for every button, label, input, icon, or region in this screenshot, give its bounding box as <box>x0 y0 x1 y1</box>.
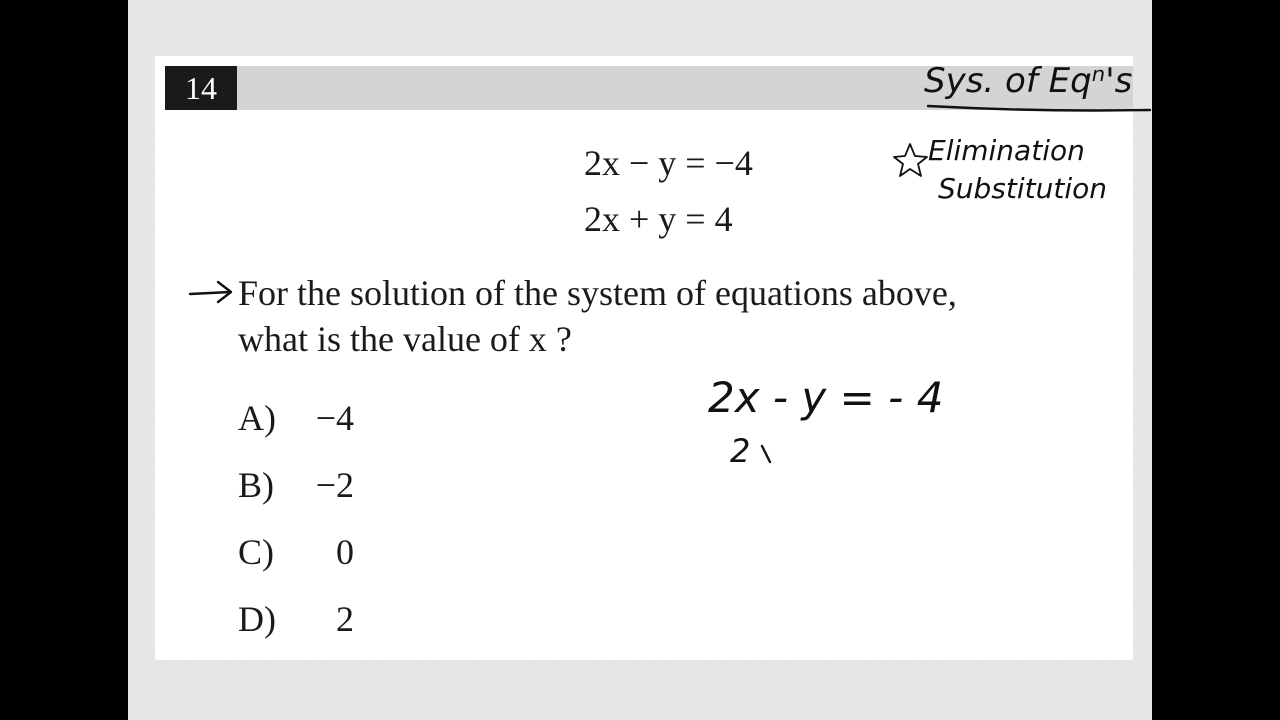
question-number: 14 <box>165 66 237 110</box>
choice-b-letter: B) <box>238 465 274 505</box>
choice-a-letter: A) <box>238 398 276 438</box>
choice-b-value: −2 <box>315 465 354 505</box>
equation-1: 2x − y = −4 <box>584 143 753 183</box>
annotation-method-substitution: Substitution <box>938 172 1107 205</box>
question-prompt-line-1: For the solution of the system of equations above, <box>238 273 957 313</box>
choice-c-value: 0 <box>336 532 354 572</box>
choice-c[interactable] <box>238 531 354 573</box>
annotation-title: Sys. of Eqⁿ's <box>924 61 1133 101</box>
choice-b[interactable] <box>238 464 354 506</box>
right-letterbox <box>1152 0 1280 720</box>
left-letterbox <box>0 0 128 720</box>
work-line-1: 2x - y = - 4 <box>708 373 944 422</box>
equation-2: 2x + y = 4 <box>584 199 733 239</box>
choice-a-value: −4 <box>315 398 354 438</box>
choice-c-letter: C) <box>238 532 274 572</box>
choice-d-value: 2 <box>336 599 354 639</box>
question-header-band <box>165 66 1133 110</box>
work-line-2: 2 <box>730 432 751 470</box>
choice-d-letter: D) <box>238 599 276 639</box>
question-prompt-line-2: what is the value of x ? <box>238 319 572 359</box>
choice-a[interactable] <box>238 397 354 439</box>
annotation-method-elimination: Elimination <box>928 134 1085 167</box>
choice-d[interactable] <box>238 598 354 640</box>
